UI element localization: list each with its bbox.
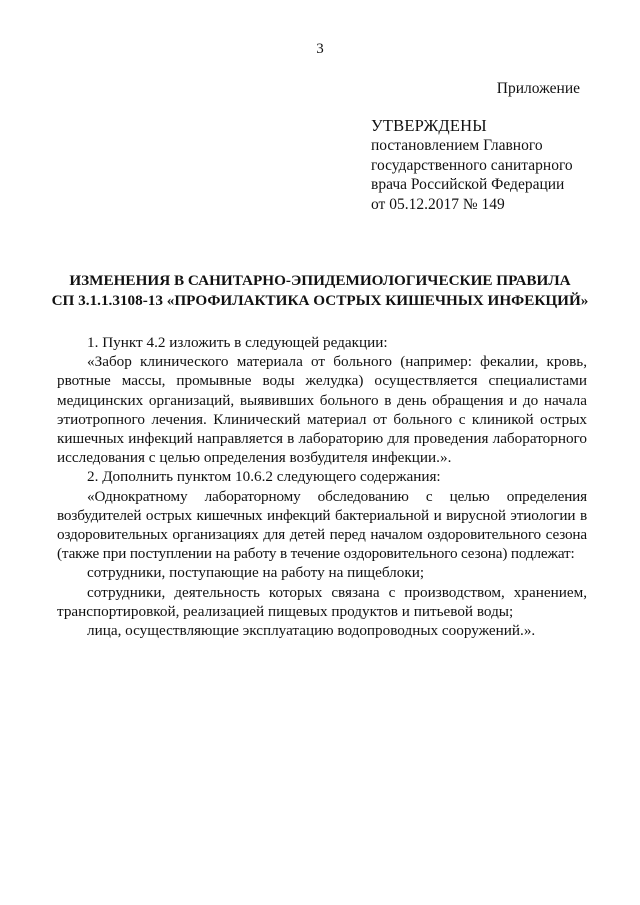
page-number: 3 xyxy=(316,41,324,57)
approval-block xyxy=(371,116,611,214)
approval-heading: УТВЕРЖДЕНЫ xyxy=(371,116,487,135)
paragraph: 2. Дополнить пунктом 10.6.2 следующего содержания: xyxy=(87,468,441,486)
paragraph: лица, осуществляющие эксплуатацию водопроводных сооружений.». xyxy=(87,622,536,640)
approval-line: врача Российской Федерации xyxy=(371,176,565,193)
paragraph: «Однократному лабораторному обследованию с целью определения возбудителей острых кишечных инфекций бактериальной и вирусной этиологии в оздоровительных организациях для детей перед началом оздоровительного сезона (также при поступлении на работу в течение оздоровительного сезона) подлежат: xyxy=(57,487,587,563)
document-title xyxy=(40,271,600,311)
title-line-2: СП 3.1.1.3108-13 «ПРОФИЛАКТИКА ОСТРЫХ КИШЕЧНЫХ ИНФЕКЦИЙ» xyxy=(51,292,589,309)
approval-line: постановлением Главного xyxy=(371,137,543,154)
paragraph: «Забор клинического материала от больного (например: фекалии, кровь, рвотные массы, промывные воды желудка) осуществляется специалистами медицинских организаций, выявивших больного в день обращения и до начала этиотропного лечения. Клинический материал от больного с клиникой острых кишечных инфекций направляется в лабораторию для проведения лабораторного исследования с целью определения возбудителя инфекции.». xyxy=(57,353,587,467)
approval-line: государственного санитарного xyxy=(371,156,573,174)
approval-line: от 05.12.2017 № 149 xyxy=(371,195,505,213)
paragraph: 1. Пункт 4.2 изложить в следующей редакции: xyxy=(87,334,388,351)
title-line-1: ИЗМЕНЕНИЯ В САНИТАРНО-ЭПИДЕМИОЛОГИЧЕСКИЕ ПРАВИЛА xyxy=(69,272,571,289)
document-body xyxy=(57,333,587,640)
appendix-label: Приложение xyxy=(496,80,580,97)
paragraph: сотрудники, деятельность которых связана с производством, хранением, транспортировкой, реализацией пищевых продуктов и питьевой воды; xyxy=(57,583,587,620)
paragraph: сотрудники, поступающие на работу на пищеблоки; xyxy=(87,564,425,582)
